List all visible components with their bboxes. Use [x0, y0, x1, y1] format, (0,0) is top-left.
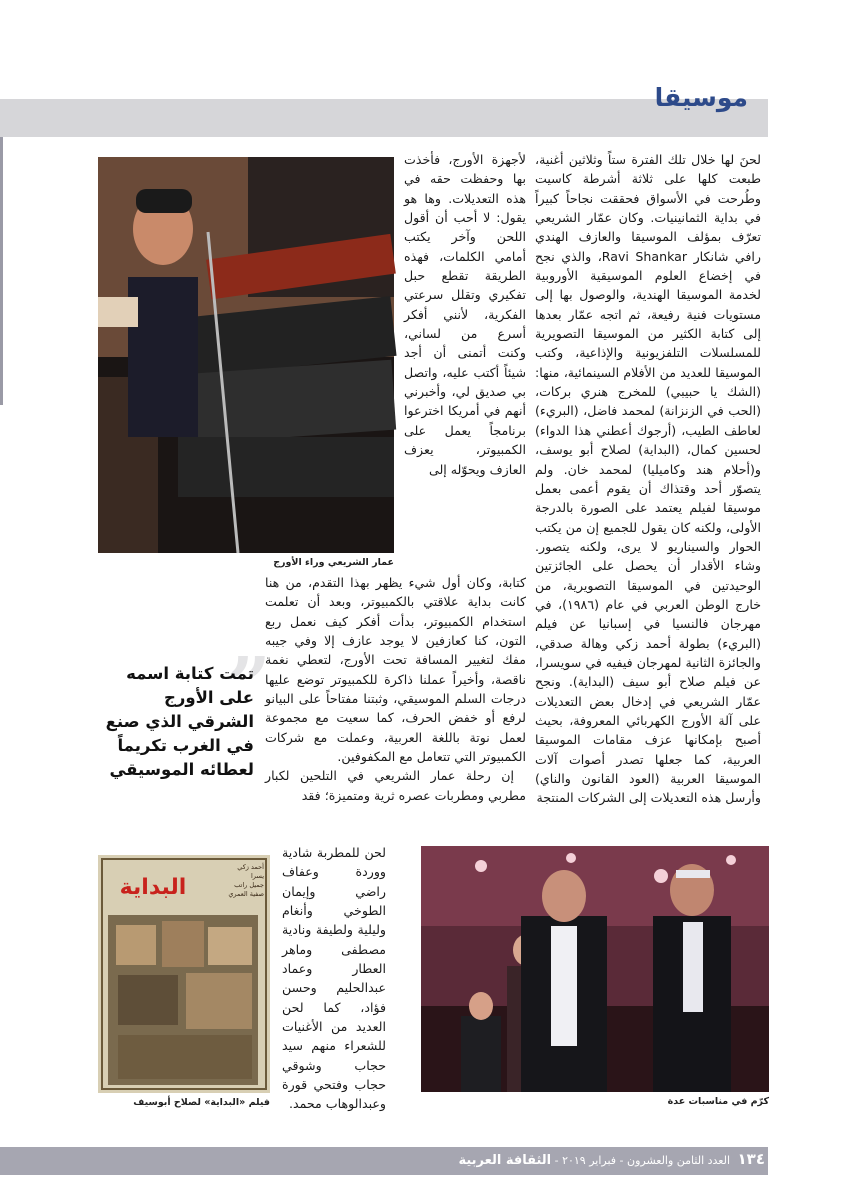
poster-cast-name: جميل راتب [234, 881, 264, 889]
article-paragraph: كتابة، وكان أول شيء يظهر بهذا التقدم، من هنا كانت بداية علاقتي بالكمبيوتر، وبعد أن تعلمت استخدام الكمبيوتر، بدأت أفكر كيف نعمل ربع التون، كنا كعازفين لا يوجد عازف إلا وفي جيبه مفك لتغيير المسافة تحت الأورج، لتعطي نغمة ناقصة، وأخيراً عملنا ذاكرة للكمبيوتر توضع عليها درجات السلم الموسيقي، وثبتنا مفتاحاً على البيانو لرفع أو خفض الحرف، كما سعيت مع مجموعة لعمل نوتة باللغة العربية، وعملت مع شركات الكمبيوتر التي تتعامل مع المكفوفين. [265, 575, 526, 765]
quote-mark-icon: ” [228, 642, 271, 728]
left-margin-rule [0, 137, 3, 405]
event-photo [421, 846, 769, 1092]
caption-keyboard-photo: عمار الشريعي وراء الأورج [273, 557, 394, 568]
poster-title: البداية [119, 875, 187, 900]
page-number: ١٣٤ [737, 1150, 765, 1168]
film-poster-photo [98, 855, 270, 1093]
footer [458, 1150, 765, 1168]
magazine-logo: الثقافة العربية [458, 1153, 552, 1168]
section-title: موسيقا [654, 83, 748, 112]
article-column-small: لحن للمطربة شادية ووردة وعفاف راضي وإيمان الطوخي وأنغام وليلية ولطيفة ونادية مصطفى وماهر العطار وعماد عبدالحليم وحسن فؤاد، كما لحن العديد من الأغنيات للشعراء منهم سيد حجاب وشوقي حجاب وفتحي قورة وعبدالوهاب محمد. [282, 845, 386, 1112]
issue-info: العدد الثامن والعشرون - فبراير ٢٠١٩ - [554, 1154, 731, 1167]
article-column-right: لحنَ لها خلال تلك الفترة ستاً وثلاثين أغنية، طبعت كلها على ثلاثة أشرطة كاسيت وطُرحت في الأسواق فحققت نجاحاً كبيراً في بداية الثمانينيات. وكان عمّار الشريعي تعرّف بمؤلف الموسيقا والعازف الهندي رافي شانكار Ravi Shankar، والذي نجح في إخضاع العلوم الموسيقية الأوروبية لخدمة الموسيقا الهندية، والوصول بها إلى مستويات فنية رفيعة، ثم اتجه عمّار بعدها إلى كتابة الكثير من الموسيقا التصويرية للمسلسلات التلفزيونية والإذاعية، وكتب الموسيقا للعديد من الأفلام السينمائية، منها: (الشك يا حبيبي) للمخرج هنري بركات، (الحب في الزنزانة) لمحمد فاضل، (البريء) لعاطف الطيب، (أرجوك أعطني هذا الدواء) لحسين كمال، (البداية) لصلاح أبو يوسف، و(أحلام هند وكاميليا) لمحمد خان. ولم يتصوّر أحد وقتذاك أن يقوم أعمى بعمل موسيقا لفيلم يعتمد على الصورة بالدرجة الأولى، ولكنه كان يقول للجميع إن من يكتب الحوار والسيناريو لا يرى، ولكنه يتصور. وشاء الأقدار أن يحصل على الجائزتين الوحيدتين في الموسيقا التصويرية، من خارج الوطن العربي في عام (١٩٨٦)، في مهرجان فالنسيا في إسبانيا عن فيلم (البريء) بطولة أحمد زكي وهالة صدقي، والجائزة الثانية لمهرجان فيفيه في سويسرا، عن فيلم صلاح أبو سيف (البداية). ونجح عمّار الشريعي في إدخال بعض التعديلات على آلة الأورج الكهربائي المعروفة، بحيث أصبح بإمكانها عزف مقامات الموسيقا العربية، كما جعلها تصدر أصوات آلات الموسيقا العربية (العود القانون والناي) وأرسل هذه التعديلات إلى الشركات المنتجة [535, 152, 761, 806]
poster-cast-name: أحمد زكي [237, 863, 264, 871]
keyboard-photo [98, 157, 394, 553]
pull-quote: تمت كتابة اسمه على الأورج الشرقي الذي صنع في الغرب تكريماً لعطائه الموسيقي [105, 664, 254, 779]
article-column-middle: لأجهزة الأورج، فأخذت بها وحفظت حقه في هذه التعديلات. وها هو يقول: لا أحب أن أقول اللحن وآخر يكتب أمامي الكلمات، فهذه الطريقة تقطع حبل تفكيري وتقلل سرعتي الفكرية، لأنني أفكر أسرع من لساني، وكنت أتمنى أن أجد شيئاً أكتب عليه، واتصل بي صديق لي، وأخبرني أنهم في أمريكا اخترعوا برنامجاً يعمل على الكمبيوتر، يعزف العازف ويحوّله إلى [404, 152, 526, 477]
article-paragraph: إن رحلة عمار الشريعي في التلحين لكبار مطربي ومطربات عصره ثرية ومتميزة؛ فقد [265, 768, 526, 803]
poster-cast-name: صفية العمري [228, 890, 264, 898]
caption-event-photo: كرّم في مناسبات عدة [667, 1096, 769, 1107]
poster-cast-list [204, 863, 264, 899]
caption-poster-photo: فيلم «البداية» لصلاح أبوسيف [133, 1097, 270, 1108]
article-column-wide [265, 573, 526, 863]
poster-cast-name: يسرا [251, 872, 264, 880]
